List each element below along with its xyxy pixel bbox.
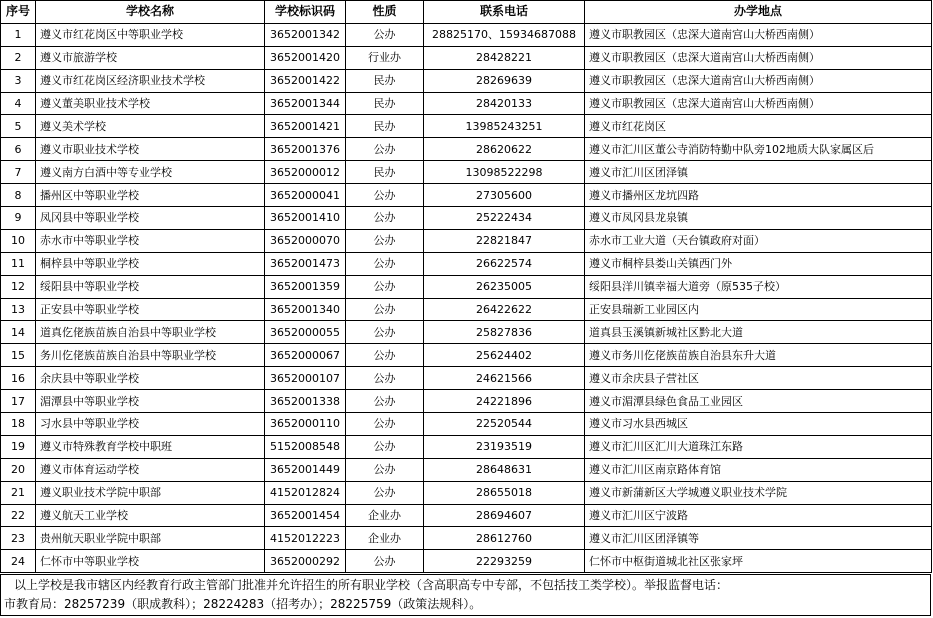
cell-seq: 18 (1, 413, 36, 436)
cell-nature: 公办 (346, 458, 424, 481)
cell-school-name: 习水县中等职业学校 (36, 413, 265, 436)
table-row (1, 367, 932, 390)
table-row (1, 161, 932, 184)
cell-seq: 10 (1, 229, 36, 252)
cell-school-code: 3652000110 (265, 413, 346, 436)
cell-school-name: 仁怀市中等职业学校 (36, 550, 265, 573)
table-row (1, 46, 932, 69)
cell-school-code: 5152008548 (265, 435, 346, 458)
cell-school-code: 3652000067 (265, 344, 346, 367)
table-row (1, 207, 932, 230)
cell-school-name: 贵州航天职业学院中职部 (36, 527, 265, 550)
cell-seq: 20 (1, 458, 36, 481)
cell-phone: 25827836 (424, 321, 585, 344)
cell-nature: 公办 (346, 367, 424, 390)
cell-school-code: 3652001376 (265, 138, 346, 161)
cell-school-code: 3652001473 (265, 252, 346, 275)
cell-address: 遵义市桐梓县娄山关镇西门外 (585, 252, 932, 275)
cell-seq: 11 (1, 252, 36, 275)
cell-school-name: 遵义董美职业技术学校 (36, 92, 265, 115)
cell-school-name: 遵义美术学校 (36, 115, 265, 138)
cell-school-code: 3652001410 (265, 207, 346, 230)
cell-nature: 民办 (346, 69, 424, 92)
cell-nature: 公办 (346, 481, 424, 504)
cell-address: 遵义市习水县西城区 (585, 413, 932, 436)
cell-address: 道真县玉溪镇新城社区黔北大道 (585, 321, 932, 344)
table-row (1, 504, 932, 527)
cell-school-code: 3652001340 (265, 298, 346, 321)
cell-seq: 9 (1, 207, 36, 230)
table-row (1, 458, 932, 481)
table-row (1, 23, 932, 46)
table-row (1, 481, 932, 504)
cell-address: 赤水市工业大道（天台镇政府对面） (585, 229, 932, 252)
cell-address: 遵义市播州区龙坑四路 (585, 184, 932, 207)
cell-seq: 5 (1, 115, 36, 138)
cell-address: 遵义市汇川区团泽镇等 (585, 527, 932, 550)
cell-school-name: 道真仡佬族苗族自治县中等职业学校 (36, 321, 265, 344)
cell-school-code: 3652001454 (265, 504, 346, 527)
cell-school-name: 遵义航天工业学校 (36, 504, 265, 527)
cell-seq: 16 (1, 367, 36, 390)
cell-address: 遵义市凤冈县龙泉镇 (585, 207, 932, 230)
header-row (1, 1, 932, 24)
cell-seq: 12 (1, 275, 36, 298)
table-row (1, 69, 932, 92)
cell-school-code: 3652001344 (265, 92, 346, 115)
cell-phone: 26622574 (424, 252, 585, 275)
table-row (1, 275, 932, 298)
cell-phone: 24621566 (424, 367, 585, 390)
cell-address: 遵义市职教园区（忠深大道南宫山大桥西南侧） (585, 46, 932, 69)
footnote (0, 574, 931, 616)
cell-phone: 13985243251 (424, 115, 585, 138)
cell-school-name: 正安县中等职业学校 (36, 298, 265, 321)
cell-address: 绥阳县洋川镇幸福大道旁（原535子校） (585, 275, 932, 298)
cell-school-name: 遵义市红花岗区经济职业技术学校 (36, 69, 265, 92)
table-row (1, 435, 932, 458)
cell-school-name: 务川仡佬族苗族自治县中等职业学校 (36, 344, 265, 367)
cell-phone: 22293259 (424, 550, 585, 573)
cell-school-code: 3652001342 (265, 23, 346, 46)
cell-school-code: 3652000107 (265, 367, 346, 390)
cell-school-name: 遵义市体育运动学校 (36, 458, 265, 481)
cell-school-name: 凤冈县中等职业学校 (36, 207, 265, 230)
cell-school-name: 绥阳县中等职业学校 (36, 275, 265, 298)
cell-school-name: 余庆县中等职业学校 (36, 367, 265, 390)
cell-school-code: 3652001422 (265, 69, 346, 92)
cell-phone: 28269639 (424, 69, 585, 92)
cell-nature: 公办 (346, 413, 424, 436)
cell-phone: 28648631 (424, 458, 585, 481)
cell-nature: 公办 (346, 184, 424, 207)
cell-school-name: 遵义市旅游学校 (36, 46, 265, 69)
cell-address: 遵义市汇川区团泽镇 (585, 161, 932, 184)
cell-seq: 1 (1, 23, 36, 46)
cell-school-name: 播州区中等职业学校 (36, 184, 265, 207)
cell-seq: 14 (1, 321, 36, 344)
cell-seq: 2 (1, 46, 36, 69)
cell-phone: 28428221 (424, 46, 585, 69)
cell-school-code: 3652000070 (265, 229, 346, 252)
cell-nature: 公办 (346, 23, 424, 46)
cell-phone: 25222434 (424, 207, 585, 230)
cell-seq: 3 (1, 69, 36, 92)
table-row (1, 115, 932, 138)
header-phone: 联系电话 (424, 1, 585, 24)
cell-seq: 15 (1, 344, 36, 367)
cell-school-name: 桐梓县中等职业学校 (36, 252, 265, 275)
cell-phone: 28655018 (424, 481, 585, 504)
cell-address: 遵义市职教园区（忠深大道南宫山大桥西南侧） (585, 23, 932, 46)
cell-nature: 企业办 (346, 504, 424, 527)
cell-address: 遵义市湄潭县绿色食品工业园区 (585, 390, 932, 413)
cell-phone: 25624402 (424, 344, 585, 367)
table-row (1, 298, 932, 321)
table-row (1, 229, 932, 252)
cell-school-code: 3652000041 (265, 184, 346, 207)
cell-school-name: 遵义职业技术学院中职部 (36, 481, 265, 504)
table-row (1, 321, 932, 344)
cell-nature: 民办 (346, 115, 424, 138)
cell-seq: 4 (1, 92, 36, 115)
cell-address: 遵义市汇川区宁波路 (585, 504, 932, 527)
cell-nature: 公办 (346, 229, 424, 252)
header-address: 办学地点 (585, 1, 932, 24)
cell-address: 遵义市汇川区汇川大道珠江东路 (585, 435, 932, 458)
table-row (1, 138, 932, 161)
cell-seq: 7 (1, 161, 36, 184)
table-row (1, 92, 932, 115)
cell-nature: 民办 (346, 92, 424, 115)
cell-school-name: 遵义市职业技术学校 (36, 138, 265, 161)
cell-school-code: 3652000055 (265, 321, 346, 344)
cell-phone: 26422622 (424, 298, 585, 321)
table-row (1, 550, 932, 573)
header-seq: 序号 (1, 1, 36, 24)
header-name: 学校名称 (36, 1, 265, 24)
cell-seq: 8 (1, 184, 36, 207)
cell-school-code: 3652001420 (265, 46, 346, 69)
cell-address: 遵义市职教园区（忠深大道南宫山大桥西南侧） (585, 92, 932, 115)
cell-phone: 27305600 (424, 184, 585, 207)
header-nature: 性质 (346, 1, 424, 24)
cell-seq: 24 (1, 550, 36, 573)
cell-school-name: 遵义市红花岗区中等职业学校 (36, 23, 265, 46)
cell-phone: 24221896 (424, 390, 585, 413)
cell-seq: 6 (1, 138, 36, 161)
cell-nature: 公办 (346, 435, 424, 458)
table-row (1, 413, 932, 436)
cell-nature: 行业办 (346, 46, 424, 69)
cell-nature: 民办 (346, 161, 424, 184)
cell-address: 仁怀市中枢街道城北社区张家坪 (585, 550, 932, 573)
cell-nature: 公办 (346, 321, 424, 344)
cell-phone: 28694607 (424, 504, 585, 527)
cell-seq: 19 (1, 435, 36, 458)
cell-school-code: 3652001359 (265, 275, 346, 298)
cell-seq: 13 (1, 298, 36, 321)
cell-school-name: 赤水市中等职业学校 (36, 229, 265, 252)
cell-seq: 22 (1, 504, 36, 527)
cell-nature: 公办 (346, 138, 424, 161)
cell-school-code: 3652001421 (265, 115, 346, 138)
cell-address: 遵义市职教园区（忠深大道南宫山大桥西南侧） (585, 69, 932, 92)
cell-school-name: 遵义市特殊教育学校中职班 (36, 435, 265, 458)
cell-school-code: 3652000292 (265, 550, 346, 573)
footnote-line-1: 以上学校是我市辖区内经教育行政主管部门批准并允许招生的所有职业学校（含高职高专中专部，不包括技工类学校）。举报监督电话： (14, 578, 729, 592)
table-row (1, 184, 932, 207)
cell-nature: 公办 (346, 275, 424, 298)
cell-nature: 公办 (346, 390, 424, 413)
cell-school-code: 3652000012 (265, 161, 346, 184)
cell-seq: 21 (1, 481, 36, 504)
cell-phone: 28620622 (424, 138, 585, 161)
cell-address: 遵义市新蒲新区大学城遵义职业技术学院 (585, 481, 932, 504)
cell-address: 遵义市务川仡佬族苗族自治县东升大道 (585, 344, 932, 367)
cell-seq: 17 (1, 390, 36, 413)
cell-phone: 22821847 (424, 229, 585, 252)
table-body (1, 23, 932, 572)
cell-phone: 26235005 (424, 275, 585, 298)
header-code: 学校标识码 (265, 1, 346, 24)
cell-nature: 企业办 (346, 527, 424, 550)
cell-phone: 22520544 (424, 413, 585, 436)
table-row (1, 527, 932, 550)
table-row (1, 390, 932, 413)
cell-phone: 28612760 (424, 527, 585, 550)
cell-school-code: 4152012824 (265, 481, 346, 504)
cell-phone: 13098522298 (424, 161, 585, 184)
cell-nature: 公办 (346, 550, 424, 573)
cell-address: 遵义市余庆县子营社区 (585, 367, 932, 390)
cell-school-name: 湄潭县中等职业学校 (36, 390, 265, 413)
cell-address: 遵义市汇川区南京路体育馆 (585, 458, 932, 481)
table-row (1, 344, 932, 367)
cell-phone: 28420133 (424, 92, 585, 115)
cell-school-code: 3652001338 (265, 390, 346, 413)
cell-phone: 28825170、15934687088 (424, 23, 585, 46)
footnote-line-2: 市教育局：28257239（职成教科）；28224283（招考办）；28225759（政策法规科）。 (4, 597, 482, 611)
cell-school-name: 遵义南方白酒中等专业学校 (36, 161, 265, 184)
cell-address: 正安县瑞新工业园区内 (585, 298, 932, 321)
cell-school-code: 3652001449 (265, 458, 346, 481)
table-row (1, 252, 932, 275)
cell-nature: 公办 (346, 298, 424, 321)
cell-seq: 23 (1, 527, 36, 550)
cell-address: 遵义市红花岗区 (585, 115, 932, 138)
cell-phone: 23193519 (424, 435, 585, 458)
cell-school-code: 4152012223 (265, 527, 346, 550)
cell-nature: 公办 (346, 252, 424, 275)
cell-nature: 公办 (346, 207, 424, 230)
cell-nature: 公办 (346, 344, 424, 367)
cell-address: 遵义市汇川区董公寺消防特勤中队旁102地质大队家属区后 (585, 138, 932, 161)
